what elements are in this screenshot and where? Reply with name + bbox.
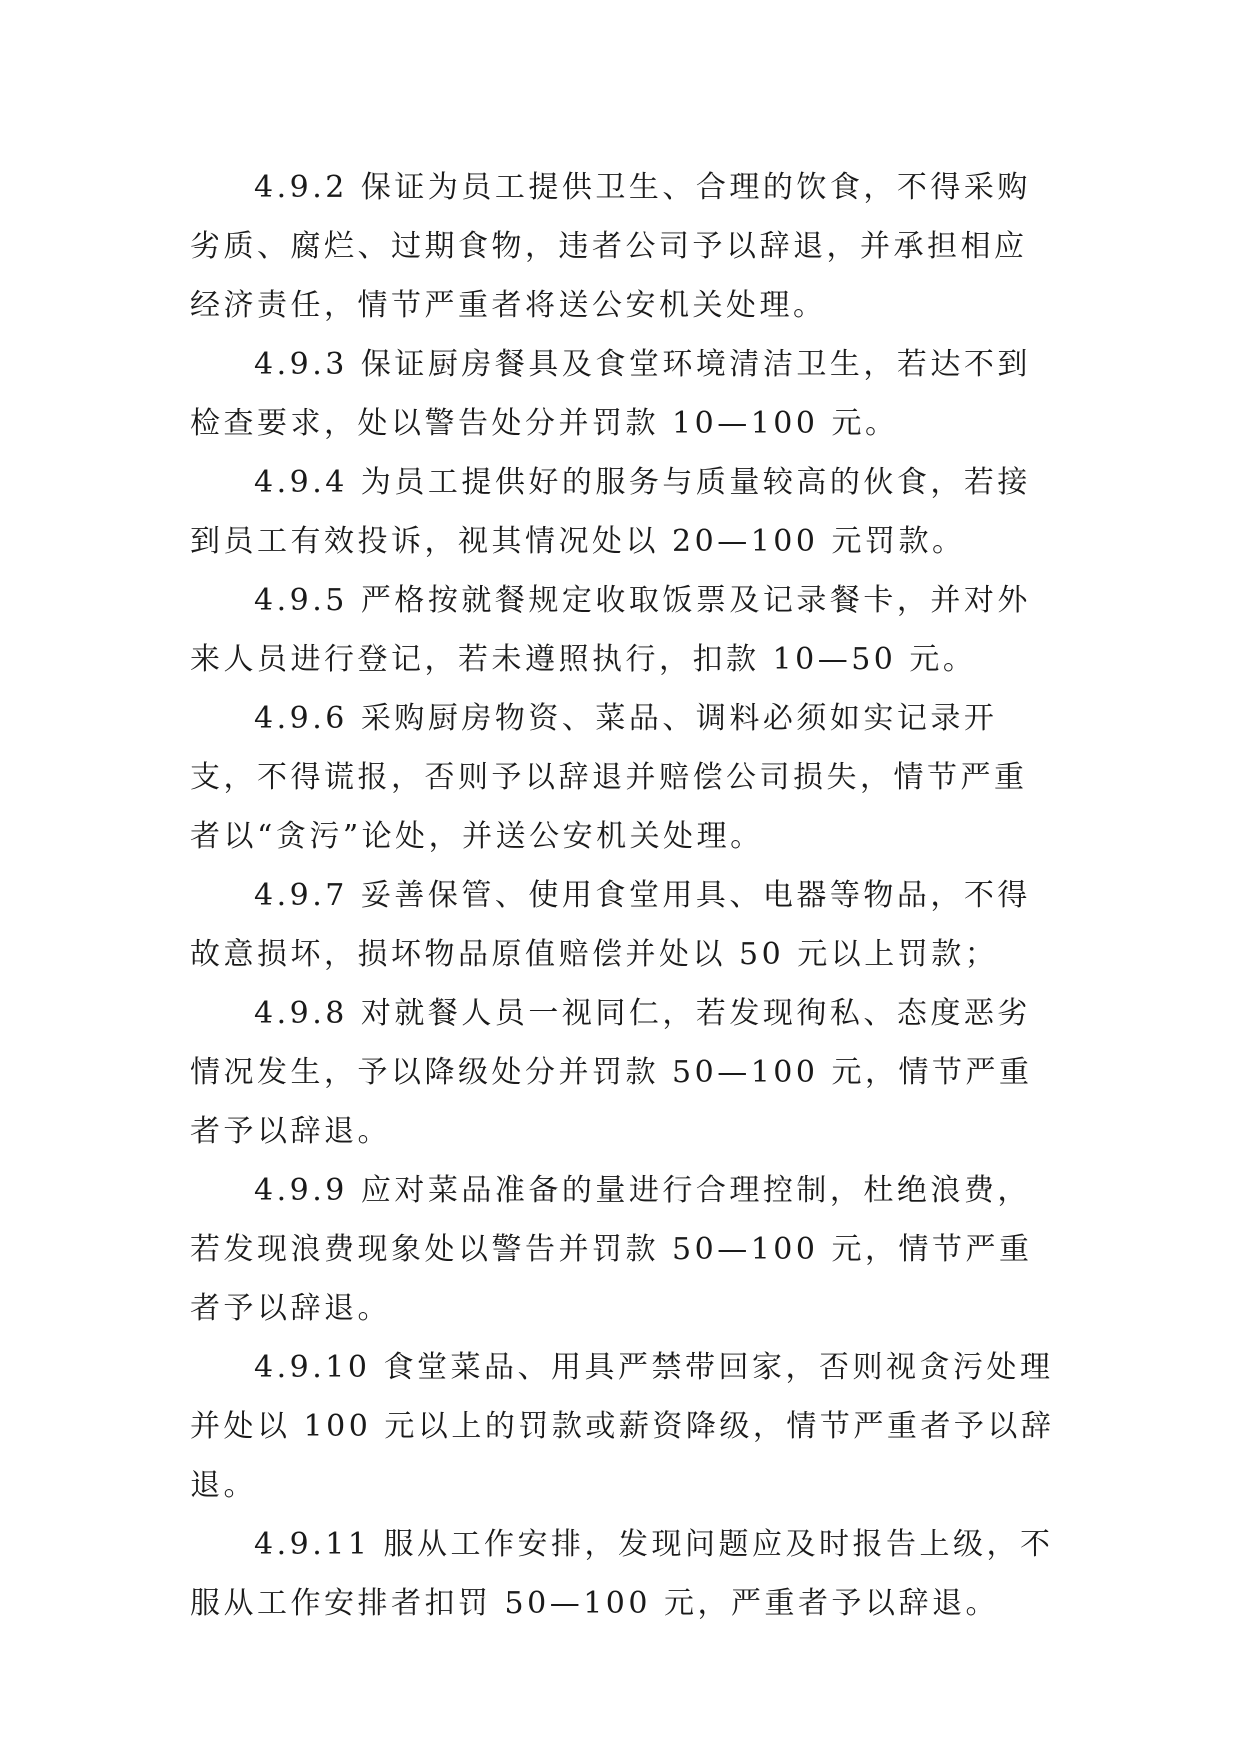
paragraph-4-9-10: 4.9.10 食堂菜品、用具严禁带回家，否则视贪污处理并处以 100 元以上的罚款或薪资降级，情节严重者予以辞退。 bbox=[190, 1350, 1055, 1503]
paragraph-4-9-4: 4.9.4 为员工提供好的服务与质量较高的伙食，若接到员工有效投诉，视其情况处以 20—100 元罚款。 bbox=[190, 465, 1031, 559]
paragraph-4-9-5: 4.9.5 严格按就餐规定收取饭票及记录餐卡，并对外来人员进行登记，若未遵照执行，扣款 10—50 元。 bbox=[190, 583, 1031, 677]
paragraph-4-9-2: 4.9.2 保证为员工提供卫生、合理的饮食，不得采购劣质、腐烂、过期食物，违者公司予以辞退，并承担相应经济责任，情节严重者将送公安机关处理。 bbox=[190, 170, 1031, 323]
paragraph-4-9-9: 4.9.9 应对菜品准备的量进行合理控制，杜绝浪费，若发现浪费现象处以警告并罚款 50—100 元，情节严重者予以辞退。 bbox=[190, 1173, 1033, 1326]
paragraph-4-9-3: 4.9.3 保证厨房餐具及食堂环境清洁卫生，若达不到检查要求，处以警告处分并罚款 10—100 元。 bbox=[190, 347, 1031, 441]
paragraph-4-9-8: 4.9.8 对就餐人员一视同仁，若发现徇私、态度恶劣情况发生，予以降级处分并罚款 50—100 元，情节严重者予以辞退。 bbox=[190, 996, 1033, 1149]
paragraph-4-9-7: 4.9.7 妥善保管、使用食堂用具、电器等物品，不得故意损坏，损坏物品原值赔偿并处以 50 元以上罚款； bbox=[190, 878, 1031, 972]
document-body bbox=[190, 158, 1060, 1633]
paragraph-4-9-6: 4.9.6 采购厨房物资、菜品、调料必须如实记录开支，不得谎报，否则予以辞退并赔偿公司损失，情节严重者以“贪污”论处，并送公安机关处理。 bbox=[190, 701, 1028, 854]
paragraph-4-9-11: 4.9.11 服从工作安排，发现问题应及时报告上级，不服从工作安排者扣罚 50—100 元，严重者予以辞退。 bbox=[190, 1527, 1054, 1621]
